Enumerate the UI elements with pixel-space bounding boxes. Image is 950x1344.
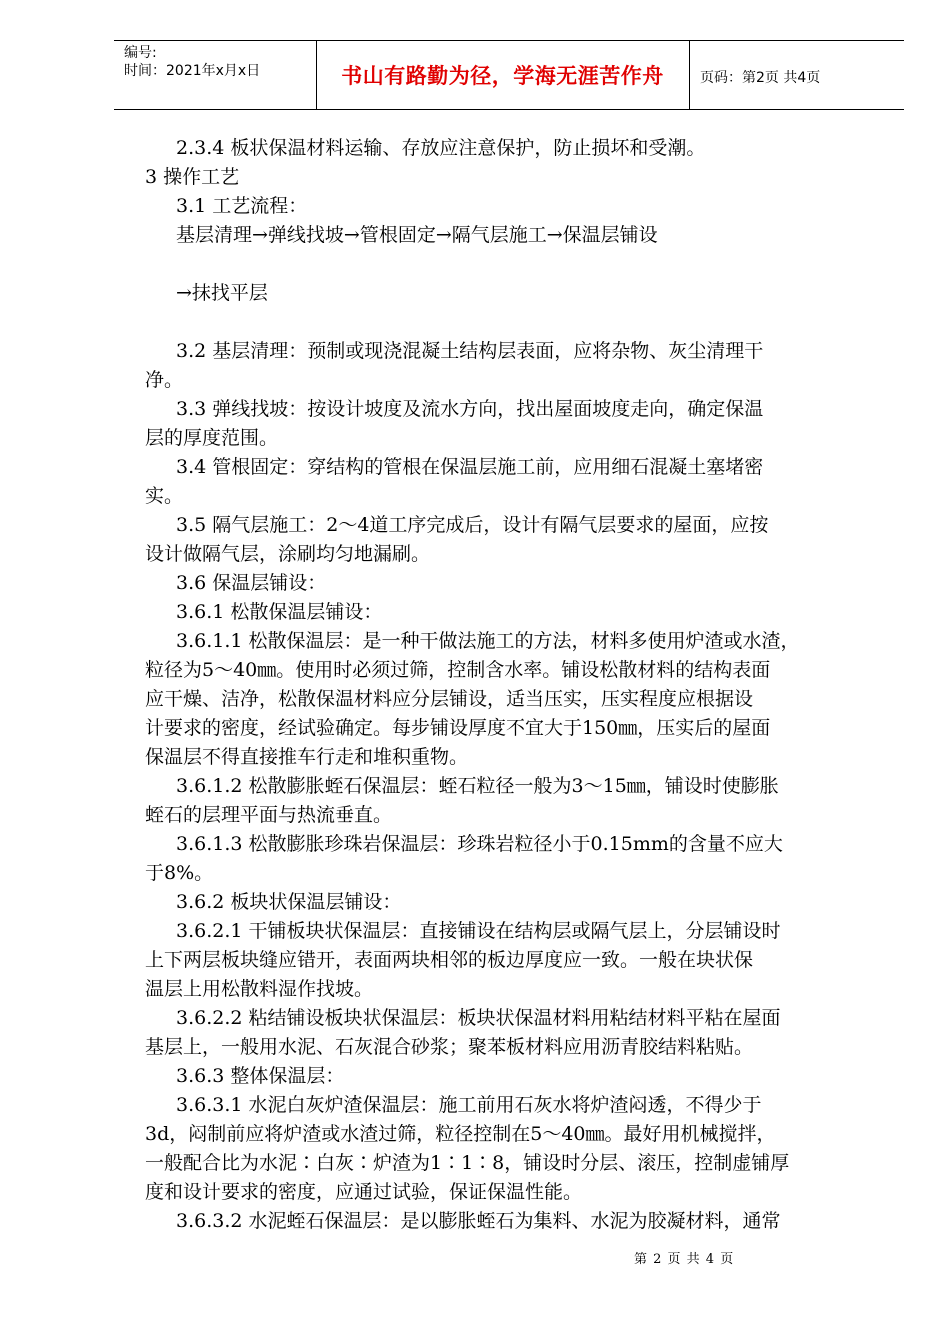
body-line: 于8%。 <box>145 862 214 884</box>
body-line: 3.1 工艺流程： <box>176 195 308 217</box>
process-flow: 基层清理→弹线找坡→管根固定→隔气层施工→保温层铺设 <box>176 224 658 246</box>
body-line: 3d，闷制前应将炉渣或水渣过筛，粒径控制在5～40㎜。最好用机械搅拌， <box>145 1123 776 1145</box>
serial-number-label: 编号: <box>124 45 157 61</box>
body-line: 净。 <box>145 369 184 391</box>
body-line: 3.6.3 整体保温层： <box>176 1065 345 1087</box>
body-line: 保温层不得直接推车行走和堆积重物。 <box>145 746 469 768</box>
header-motto-cell <box>316 41 690 109</box>
body-line: 温层上用松散料湿作找坡。 <box>145 978 374 1000</box>
body-line: 2.3.4 板状保温材料运输、存放应注意保护，防止损坏和受潮。 <box>176 137 706 159</box>
body-line: 3.6.2.2 粘结铺设板块状保温层：板块状保温材料用粘结材料平粘在屋面 <box>176 1007 781 1029</box>
body-line: 3.4 管根固定：穿结构的管根在保温层施工前，应用细石混凝土塞堵密 <box>176 456 764 478</box>
body-line: 计要求的密度，经试验确定。每步铺设厚度不宜大于150㎜，压实后的屋面 <box>145 717 771 739</box>
header-meta <box>114 41 317 109</box>
body-line: 层的厚度范围。 <box>145 427 279 449</box>
header-motto: 书山有路勤为径，学海无涯苦作舟 <box>341 63 664 88</box>
body-line: 3.3 弹线找坡：按设计坡度及流水方向，找出屋面坡度走向，确定保温 <box>176 398 764 420</box>
body-line: 蛭石的层理平面与热流垂直。 <box>145 804 393 826</box>
process-flow: →抹找平层 <box>176 282 268 304</box>
body-line: 上下两层板块缝应错开，表面两块相邻的板边厚度应一致。一般在块状保 <box>145 949 754 971</box>
header-page-info: 页码：第2页 共4页 <box>700 70 821 86</box>
body-line: 3.6.3.1 水泥白灰炉渣保温层：施工前用石灰水将炉渣闷透，不得少于 <box>176 1094 762 1116</box>
body-line: 3.6.1.3 松散膨胀珍珠岩保温层：珍珠岩粒径小于0.15mm的含量不应大 <box>176 833 783 855</box>
body-line: 应干燥、洁净，松散保温材料应分层铺设，适当压实，压实程度应根据设 <box>145 688 754 710</box>
page-header <box>114 40 904 110</box>
body-line: 粒径为5～40㎜。使用时必须过筛，控制含水率。铺设松散材料的结构表面 <box>145 659 771 681</box>
body-line: 3.6.1.1 松散保温层：是一种干做法施工的方法，材料多使用炉渣或水渣， <box>176 630 800 652</box>
body-line: 实。 <box>145 485 184 507</box>
body-line: 设计做隔气层，涂刷均匀地漏刷。 <box>145 543 431 565</box>
body-line: 3.2 基层清理：预制或现浇混凝土结构层表面，应将杂物、灰尘清理干 <box>176 340 764 362</box>
section-heading: 3 操作工艺 <box>145 166 240 188</box>
body-line: 度和设计要求的密度，应通过试验，保证保温性能。 <box>145 1181 583 1203</box>
body-line: 3.5 隔气层施工：2～4道工序完成后，设计有隔气层要求的屋面，应按 <box>176 514 769 536</box>
body-line: 3.6 保温层铺设： <box>176 572 327 594</box>
body-line: 3.6.2.1 干铺板块状保温层：直接铺设在结构层或隔气层上，分层铺设时 <box>176 920 781 942</box>
body-line: 3.6.1 松散保温层铺设： <box>176 601 383 623</box>
body-line: 3.6.1.2 松散膨胀蛭石保温层：蛭石粒径一般为3～15㎜，铺设时使膨胀 <box>176 775 779 797</box>
page-footer: 第 2 页 共 4 页 <box>634 1252 735 1267</box>
body-line: 基层上，一般用水泥、石灰混合砂浆；聚苯板材料应用沥青胶结料粘贴。 <box>145 1036 754 1058</box>
body-line: 一般配合比为水泥∶白灰∶炉渣为1∶1∶8，铺设时分层、滚压，控制虚铺厚 <box>145 1152 790 1174</box>
date-label: 时间：2021年x月x日 <box>124 63 261 79</box>
body-line: 3.6.3.2 水泥蛭石保温层：是以膨胀蛭石为集料、水泥为胶凝材料，通常 <box>176 1210 781 1232</box>
body-line: 3.6.2 板块状保温层铺设： <box>176 891 402 913</box>
